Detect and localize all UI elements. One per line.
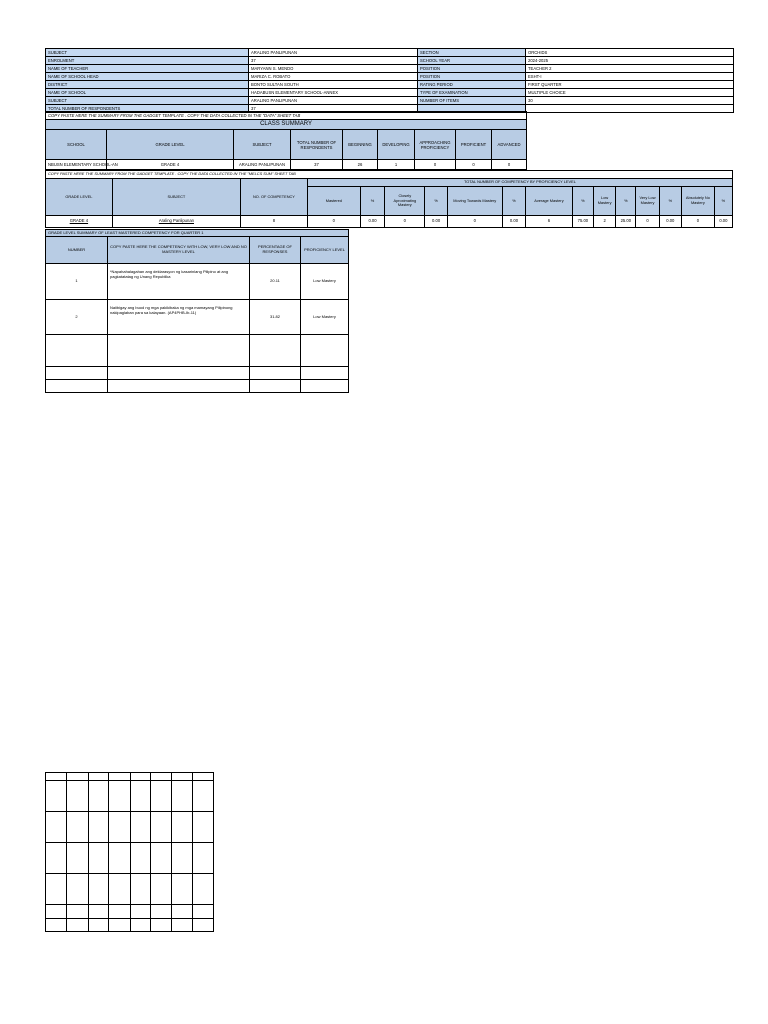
grid-cell [193,843,214,874]
grid-cell [172,919,193,932]
empty-cell [250,335,301,367]
class-summary-header: ADVANCED [492,130,527,160]
info-value: ARALING PANLIPUNAN [249,97,418,105]
melcs-header: Average Mastery [526,187,573,216]
empty-cell [46,380,108,393]
class-summary-value: ARALING PANLIPUNAN [234,160,291,170]
melcs-value: 0.00 [360,216,384,228]
least-mastered-empty-row [46,367,349,380]
empty-cell [46,335,108,367]
grid-cell [67,773,89,781]
melcs-value: 8 [241,216,308,228]
info-label: NAME OF SCHOOL HEAD [46,73,249,81]
grid-cell [172,905,193,919]
grid-cell [89,773,109,781]
melcs-value: 0 [681,216,714,228]
empty-cell [108,380,250,393]
info-row [46,73,734,81]
class-summary-value: 26 [343,160,378,170]
grid-cell [67,919,89,932]
melcs-value: 0.00 [425,216,447,228]
grid-cell [46,874,67,905]
grid-cell [109,773,131,781]
melcs-header: Mastered [307,187,360,216]
least-mastered-title: GRADE LEVEL SUMMARY OF LEAST MASTERED COMPETENCY FOR QUARTER 1 [46,230,349,237]
melcs-header-subject: SUBJECT [112,179,240,216]
melcs-value: 0.00 [502,216,525,228]
grid-cell [193,874,214,905]
grid-row [46,905,214,919]
info-label: SUBJECT [46,97,249,105]
empty-cell [301,335,349,367]
grid-cell [151,812,172,843]
info-value: HADABUSN ELEMENTARY SCHOOL-ANNEX [249,89,418,97]
grid-row [46,773,214,781]
class-summary-header: BEGINNING [343,130,378,160]
empty-cell [250,380,301,393]
class-summary-header: SUBJECT [234,130,291,160]
class-summary-title: CLASS SUMMARY [46,120,527,130]
grid-cell [151,781,172,812]
grid-cell [151,919,172,932]
info-value: ORCHIDS [526,49,734,57]
grid-cell [89,812,109,843]
grid-cell [109,812,131,843]
melcs-header: Low Mastery [593,187,615,216]
grid-cell [46,905,67,919]
info-value: ESHT-I [526,73,734,81]
grid-cell [67,812,89,843]
grid-cell [46,843,67,874]
grid-cell [67,781,89,812]
competency-level: Low Mastery [301,300,349,335]
grid-cell [89,919,109,932]
info-value: BONTO SULTAN SOUTH [249,81,418,89]
grid-cell [89,905,109,919]
grid-cell [131,874,151,905]
info-label: TOTAL NUMBER OF RESPONDENTS [46,105,249,113]
grid-row [46,843,214,874]
melcs-header: % [659,187,681,216]
info-label: TYPE OF EXAMINATION [418,89,526,97]
grid-cell [172,874,193,905]
info-label: ENROLMENT [46,57,249,65]
grid-cell [89,843,109,874]
least-mastered-empty-row [46,335,349,367]
grid-cell [193,812,214,843]
grid-cell [193,781,214,812]
grid-cell [172,812,193,843]
grid-cell [172,773,193,781]
least-mastered-header: PERCENTAGE OF RESPONSES [250,237,301,264]
melcs-value: 6 [526,216,573,228]
grid-cell [109,781,131,812]
melcs-value: 0.00 [659,216,681,228]
info-value: 37 [249,57,418,65]
melcs-header: Moving Towards Mastery [447,187,502,216]
grid-cell [151,905,172,919]
grid-row [46,781,214,812]
melcs-header: % [502,187,525,216]
class-summary-header: APPROACHING PROFICIENCY [415,130,456,160]
class-summary-header: SCHOOL [46,130,107,160]
grid-cell [131,773,151,781]
info-value: FIRST QUARTER [526,81,734,89]
melcs-header: Absolutely No Mastery [681,187,714,216]
grid-cell [131,812,151,843]
grid-cell [46,919,67,932]
competency-text: Naiibigay ang buod ng mga pakikibaka ng mga mamayang Pilipinong nakipaglaban para sa kalayaan. (AP4PHB-Ib-11) [108,300,250,335]
class-summary-value: GRADE 4 [107,160,234,170]
info-value: ARALING PANLIPUNAN [249,49,418,57]
info-row [46,65,734,73]
melcs-value: 0 [636,216,659,228]
class-summary-value: 0 [415,160,456,170]
info-value: 30 [526,97,734,105]
class-summary-value: NBUSN ELEMENTARY SCHOOL-AN [46,160,107,170]
melcs-value: 75.00 [572,216,593,228]
grid-row [46,812,214,843]
info-value: 37 [249,105,418,113]
info-value [526,105,734,113]
grid-cell [131,781,151,812]
grid-cell [109,874,131,905]
class-summary-header: GRADE LEVEL [107,130,234,160]
info-value: MARYANN S. MENDO [249,65,418,73]
melcs-header: % [714,187,732,216]
melcs-summary-table [45,170,733,228]
melcs-value: 0 [385,216,425,228]
grid-cell [172,843,193,874]
melcs-header: Very Low Mastery [636,187,659,216]
info-value: MULTIPLE CHOICE [526,89,734,97]
grid-cell [89,874,109,905]
class-summary-value: 1 [378,160,415,170]
grid-cell [89,781,109,812]
melcs-value: 25.00 [616,216,636,228]
least-mastered-header: PROFICIENCY LEVEL [301,237,349,264]
grid-cell [131,905,151,919]
melcs-header: % [572,187,593,216]
grid-cell [109,905,131,919]
least-mastered-row [46,300,349,335]
competency-number: 1 [46,264,108,300]
melcs-value: 0.00 [714,216,732,228]
least-mastered-header: NUMBER [46,237,108,264]
empty-cell [250,367,301,380]
grid-cell [193,905,214,919]
empty-grid-table [45,772,214,932]
class-summary-header: TOTAL NUMBER OF RESPONDENTS [291,130,343,160]
info-label: NAME OF SCHOOL [46,89,249,97]
class-summary-note: COPY PASTE HERE THE SUMMARY FROM THE GADGET TEMPLATE . COPY THE DATA COLLECTED IN THE "DATA" SHEET TAB [46,112,527,120]
grid-row [46,919,214,932]
grid-row [46,874,214,905]
class-summary-header: PROFICIENT [456,130,492,160]
info-row [46,49,734,57]
melcs-header: % [425,187,447,216]
grid-cell [67,843,89,874]
grid-cell [193,919,214,932]
melcs-header: % [360,187,384,216]
info-value: MARIZA C. ROBATO [249,73,418,81]
info-row [46,97,734,105]
melcs-value: 0 [307,216,360,228]
info-row [46,57,734,65]
empty-cell [301,380,349,393]
grid-cell [46,773,67,781]
info-table [45,48,734,113]
competency-percentage: 31.82 [250,300,301,335]
grid-cell [109,919,131,932]
grid-cell [151,773,172,781]
info-label: SCHOOL YEAR [418,57,526,65]
info-label: SECTION [418,49,526,57]
class-summary-header: DEVELOPING [378,130,415,160]
melcs-group-header: TOTAL NUMBER OF COMPETENCY BY PROFICIENCY LEVEL [307,179,732,187]
melcs-value: Araling Panlipunan [112,216,240,228]
melcs-header: % [616,187,636,216]
info-label: POSITION [418,73,526,81]
grid-cell [151,874,172,905]
competency-text: *Napahahalagahan ang deklarasyon ng kasarinlang Pilipino at ang pagkatatatag ng Unang Republika [108,264,250,300]
grid-cell [172,781,193,812]
grid-cell [109,843,131,874]
info-value: TEACHER 2 [526,65,734,73]
least-mastered-row [46,264,349,300]
class-summary-value: 0 [456,160,492,170]
empty-cell [108,367,250,380]
melcs-value: GRADE 4 [46,216,113,228]
info-row [46,81,734,89]
least-mastered-header: COPY PASTE HERE THE COMPETENCY WITH LOW, VERY LOW AND NO MASTERY LEVEL [108,237,250,264]
melcs-header-grade-level: GRADE LEVEL [46,179,113,216]
melcs-value: 0 [447,216,502,228]
grid-cell [46,812,67,843]
grid-cell [193,773,214,781]
empty-cell [301,367,349,380]
melcs-note: COPY PASTE HERE THE SUMMARY FROM THE GADGET TEMPLATE . COPY THE DATA COLLECTED IN THE "MELCS SUM" SHEET TAB [46,171,733,179]
info-label: NUMBER OF ITEMS [418,97,526,105]
competency-percentage: 20.11 [250,264,301,300]
melcs-value: 2 [593,216,615,228]
empty-cell [108,335,250,367]
class-summary-value: 37 [291,160,343,170]
grid-cell [131,919,151,932]
info-row [46,89,734,97]
info-label: POSITION [418,65,526,73]
least-mastered-empty-row [46,380,349,393]
info-label: RATING PERIOD [418,81,526,89]
melcs-header: Closely Aproximating Mastery [385,187,425,216]
grid-cell [151,843,172,874]
class-summary-table [45,111,527,170]
class-summary-value: 0 [492,160,527,170]
melcs-header-competency-count: NO. OF COMPETENCY [241,179,308,216]
competency-level: Low Mastery [301,264,349,300]
grid-cell [46,781,67,812]
grid-cell [67,874,89,905]
grid-cell [131,843,151,874]
grid-cell [67,905,89,919]
competency-number: 2 [46,300,108,335]
info-label: SUBJECT [46,49,249,57]
least-mastered-table [45,229,349,393]
info-label: NAME OF TEACHER [46,65,249,73]
info-value: 2024-2025 [526,57,734,65]
info-label: DISTRICT [46,81,249,89]
empty-cell [46,367,108,380]
